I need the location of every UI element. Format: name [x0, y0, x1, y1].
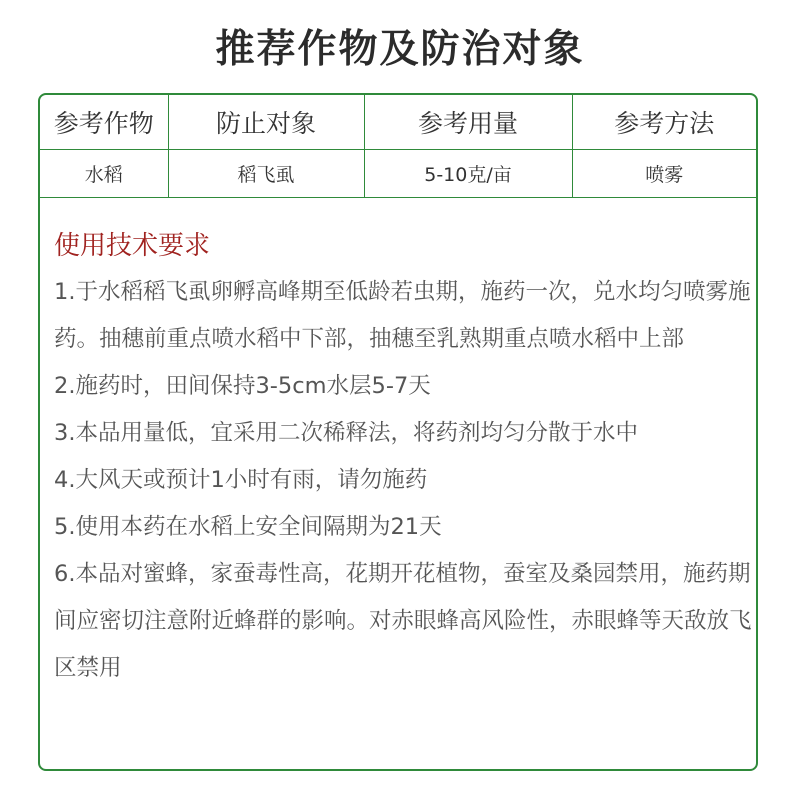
cell-crop: 水稻 — [40, 150, 168, 198]
cell-method: 喷雾 — [572, 150, 756, 198]
header-method: 参考方法 — [572, 95, 756, 150]
requirement-item: 2.施药时，田间保持3-5cm水层5-7天 — [54, 373, 431, 399]
cell-dosage: 5-10克/亩 — [364, 150, 572, 198]
header-target: 防止对象 — [168, 95, 364, 150]
usage-requirements — [54, 223, 754, 692]
requirements-heading: 使用技术要求 — [54, 231, 211, 261]
requirement-item: 1.于水稻稻飞虱卵孵高峰期至低龄若虫期，施药一次，兑水均匀喷雾施药。抽穗前重点喷水稻中下部，抽穗至乳熟期重点喷水稻中上部 — [54, 279, 751, 352]
requirement-item: 6.本品对蜜蜂，家蚕毒性高，花期开花植物，蚕室及桑园禁用，施药期间应密切注意附近蜂群的影响。对赤眼蜂高风险性，赤眼蜂等天敌放飞区禁用 — [54, 561, 752, 681]
table-row — [40, 150, 756, 198]
header-crop: 参考作物 — [40, 95, 168, 150]
table-header-row — [40, 95, 756, 150]
reference-table — [40, 95, 756, 198]
page-title: 推荐作物及防治对象 — [215, 27, 585, 72]
requirement-item: 5.使用本药在水稻上安全间隔期为21天 — [54, 514, 442, 540]
requirement-item: 3.本品用量低，宜采用二次稀释法，将药剂均匀分散于水中 — [54, 420, 638, 446]
requirement-item: 4.大风天或预计1小时有雨，请勿施药 — [54, 467, 428, 493]
header-dosage: 参考用量 — [364, 95, 572, 150]
cell-target: 稻飞虱 — [168, 150, 364, 198]
content-frame — [38, 93, 758, 771]
